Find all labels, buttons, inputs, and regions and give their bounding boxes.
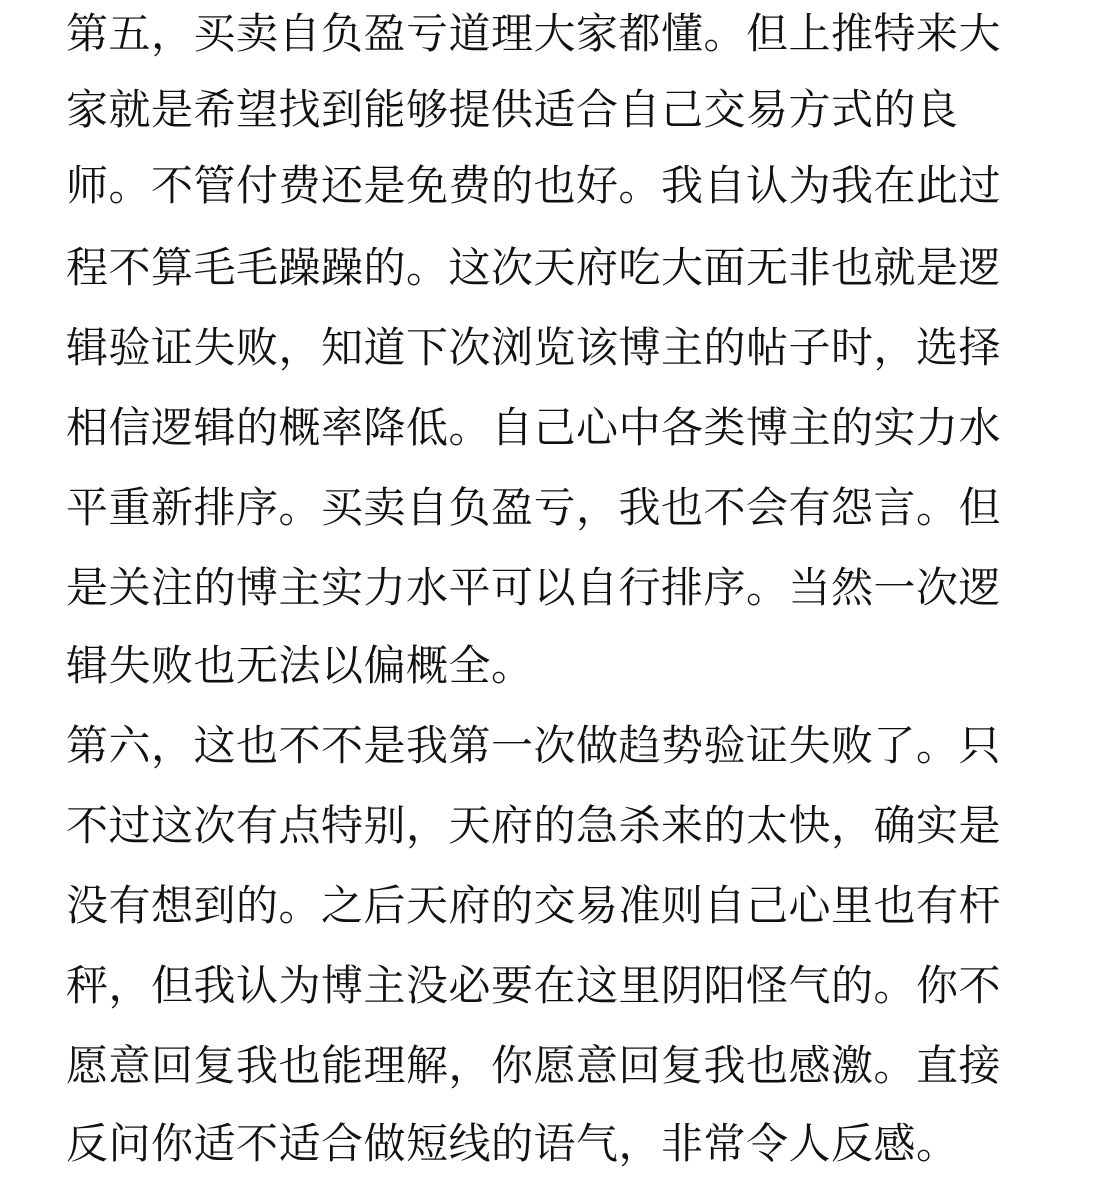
text-line: 家就是希望找到能够提供适合自己交易方式的良: [66, 85, 959, 134]
text-line: 辑失败也无法以偏概全。: [66, 641, 534, 690]
text-line: 第六，这也不不是我第一次做趋势验证失败了。只: [66, 721, 1002, 770]
text-line: 愿意回复我也能理解，你愿意回复我也感激。直接: [66, 1041, 1002, 1090]
text-line: 第五，买卖自负盈亏道理大家都懂。但上推特来大: [66, 9, 1002, 58]
text-line: 程不算毛毛躁躁的。这次天府吃大面无非也就是逻: [66, 243, 1002, 292]
text-line: 秤，但我认为博主没必要在这里阴阳怪气的。你不: [66, 961, 1002, 1010]
text-line: 不过这次有点特别，天府的急杀来的太快，确实是: [66, 801, 1002, 850]
text-line: 辑验证失败，知道下次浏览该博主的帖子时，选择: [66, 323, 1002, 372]
text-line: 相信逻辑的概率降低。自己心中各类博主的实力水: [66, 403, 1002, 452]
text-line: 没有想到的。之后天府的交易准则自己心里也有杆: [66, 881, 1002, 930]
text-line: 是关注的博主实力水平可以自行排序。当然一次逻: [66, 563, 1002, 612]
text-line: 平重新排序。买卖自负盈亏，我也不会有怨言。但: [66, 483, 1002, 532]
text-line: 师。不管付费还是免费的也好。我自认为我在此过: [66, 161, 1002, 210]
text-line: 反问你适不适合做短线的语气，非常令人反感。: [66, 1119, 959, 1168]
